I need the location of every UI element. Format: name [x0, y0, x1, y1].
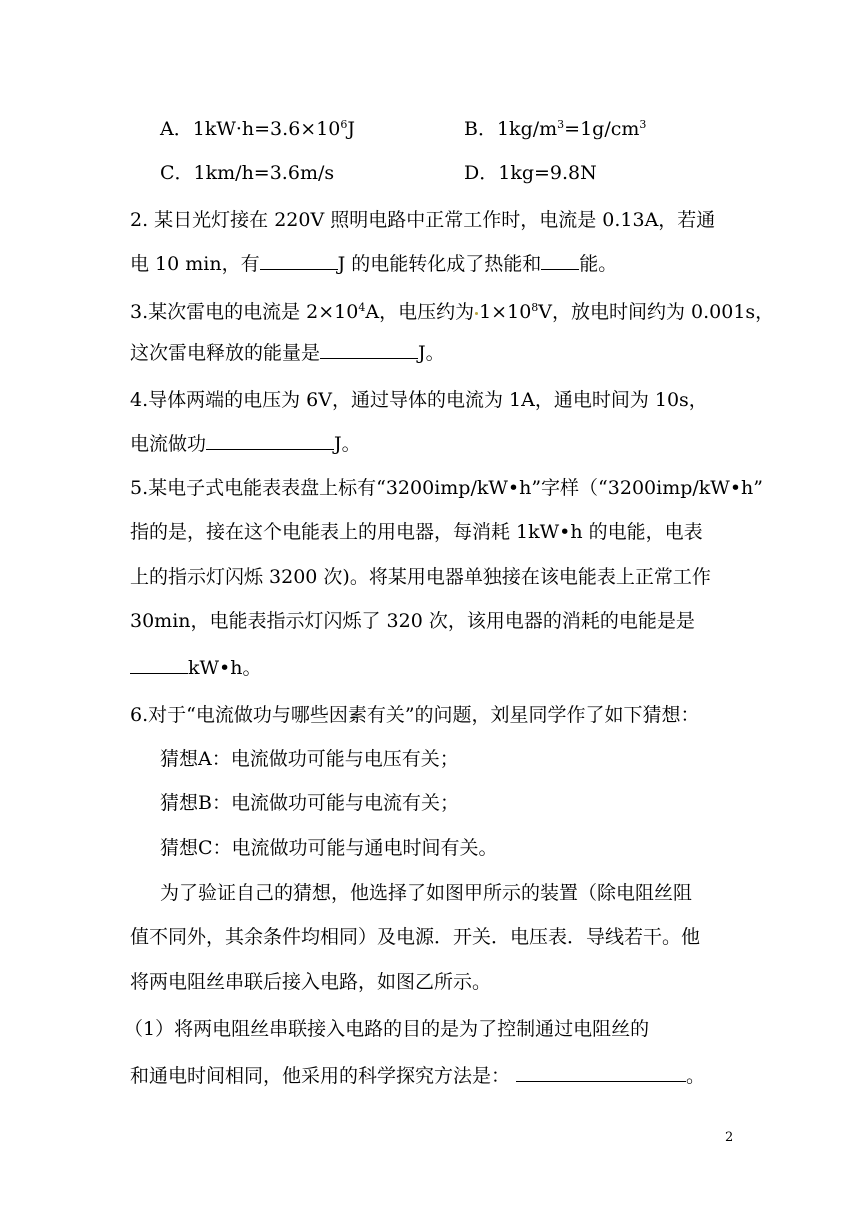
q5-line-3: 上的指示灯闪烁 3200 次)。将某用电器单独接在该电能表上正常工作 [130, 566, 711, 588]
q4-text-b: J。 [334, 433, 361, 455]
q5-line-2: 指的是，接在这个电能表上的用电器，每消耗 1kW•h 的电能，电表 [130, 521, 703, 543]
q2-blank-energy-form[interactable] [541, 251, 579, 270]
q4-text-a: 电流做功 [130, 433, 207, 455]
q2-text-a: 电 10 min，有 [130, 253, 260, 275]
option-d-text: 1kg=9.8N [498, 162, 597, 184]
q6-para-3: 将两电阻丝串联后接入电路，如图乙所示。 [130, 971, 492, 993]
option-b-exponent: 3 [557, 118, 565, 131]
option-b [464, 117, 646, 141]
option-c-label: C． [160, 162, 194, 184]
q2-line-2 [130, 251, 617, 276]
option-a-label: A． [160, 118, 193, 140]
option-a-exponent: 6 [340, 118, 348, 131]
q6-guess-a: 猜想A：电流做功可能与电压有关； [160, 748, 459, 770]
q6-sub1-line-1: （1）将两电阻丝串联接入电路的目的是为了控制通过电阻丝的 [124, 1018, 650, 1040]
q5-text-b: kW•h。 [188, 657, 262, 679]
q5-blank-energy[interactable] [130, 655, 188, 674]
q6-sub1-text-a: 和通电时间相同，他采用的科学探究方法是： [130, 1065, 511, 1087]
q6-para-1 [160, 881, 692, 905]
q4-line-1: 4.导体两端的电压为 6V，通过导体的电流为 1A，通电时间为 10s， [130, 389, 708, 411]
q2-text-b: J 的电能转化成了热能和 [337, 253, 542, 275]
q5-line-5 [130, 655, 262, 680]
q4-blank-work[interactable] [206, 431, 334, 450]
q6-blank-method[interactable] [516, 1063, 686, 1082]
option-a [160, 117, 355, 141]
q6-guess-c: 猜想C：电流做功可能与通电时间有关。 [160, 837, 498, 859]
q2-blank-energy[interactable] [260, 251, 338, 270]
q3-exponent-1: 4 [358, 301, 366, 314]
option-c [160, 161, 334, 185]
option-a-text: 1kW·h=3.6×10 [192, 118, 341, 140]
q3-line-1 [130, 300, 774, 324]
q3-text-d: V，放电时间约为 0.001s， [538, 301, 775, 323]
q3-text-f: J。 [418, 342, 445, 364]
option-a-unit: J [347, 118, 355, 140]
option-b-text-2: =1g/cm [564, 118, 640, 140]
mark-dot [475, 312, 478, 315]
q6-para-2: 值不同外，其余条件均相同）及电源．开关．电压表．导线若干。他 [130, 926, 701, 948]
q2-line-1: 2. 某日光灯接在 220V 照明电路中正常工作时，电流是 0.13A，若通 [130, 209, 716, 231]
q3-exponent-2: 8 [531, 301, 539, 314]
q4-line-2 [130, 431, 361, 456]
option-b-exponent-2: 3 [639, 118, 647, 131]
q3-text-b: A，电压约为 [365, 301, 475, 323]
q5-line-4: 30min，电能表指示灯闪烁了 320 次，该用电器的消耗的电能是是 [130, 610, 695, 632]
q2-text-c: 能。 [579, 253, 618, 275]
option-d-label: D． [464, 162, 499, 184]
page-number: 2 [725, 1130, 734, 1145]
q5-line-1: 5.某电子式电能表表盘上标有“3200imp/kW•h”字样（“3200imp/kW•h” [130, 477, 763, 499]
q6-para-1-text: 为了验证自己的猜想，他选择了如图甲所示的装置（除电阻丝阻 [160, 882, 693, 904]
q6-sub1-text-b: 。 [686, 1065, 706, 1087]
q6-guess-b: 猜想B：电流做功可能与电流有关； [160, 792, 459, 814]
option-d [464, 161, 597, 185]
q6-sub1-line-2 [130, 1063, 705, 1088]
q3-text-a: 3.某次雷电的电流是 2×10 [130, 301, 359, 323]
option-b-text: 1kg/m [496, 118, 558, 140]
q6-line-1: 6.对于“电流做功与哪些因素有关”的问题，刘星同学作了如下猜想： [130, 704, 700, 726]
option-b-label: B． [464, 118, 497, 140]
q3-text-e: 这次雷电释放的能量是 [130, 342, 321, 364]
q3-text-c: 1×10 [479, 301, 532, 323]
q3-line-2 [130, 340, 445, 365]
option-c-text: 1km/h=3.6m/s [193, 162, 335, 184]
q3-blank-energy[interactable] [320, 340, 418, 359]
